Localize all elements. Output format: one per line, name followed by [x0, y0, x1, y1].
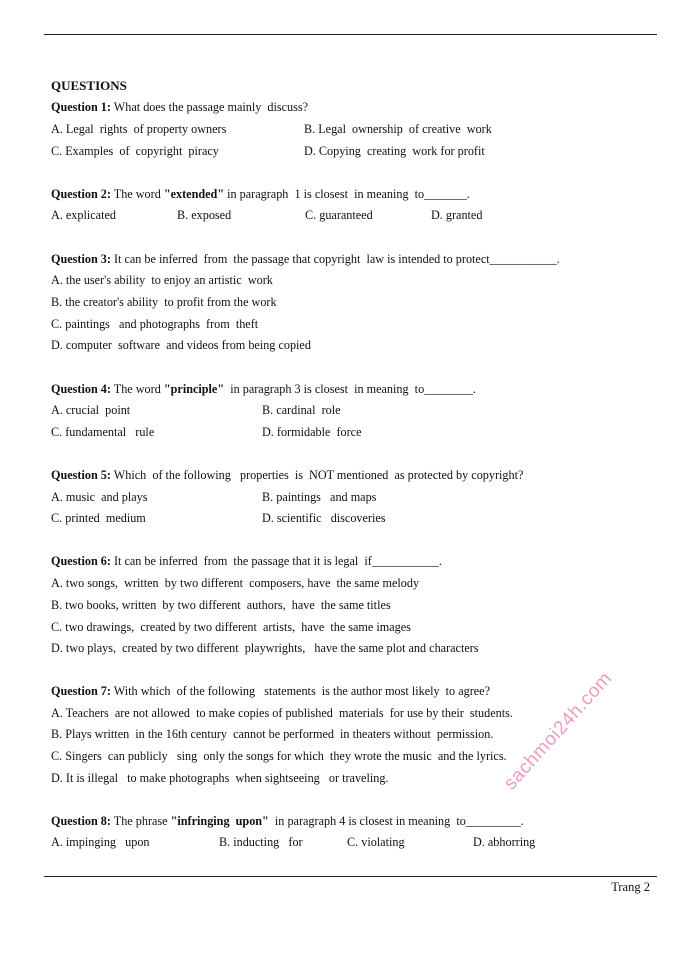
q7-option-c: C. Singers can publicly sing only the songs for which they wrote the music and the lyrics.	[51, 749, 507, 763]
question-2: Question 2: The word "extended" in paragraph 1 is closest in meaning to_______.	[51, 187, 470, 201]
q2-option-a: A. explicated	[51, 208, 116, 222]
footer-rule	[44, 876, 657, 877]
q6-option-a: A. two songs, written by two different composers, have the same melody	[51, 576, 420, 590]
q1-option-b: B. Legal ownership of creative work	[304, 122, 492, 136]
question-4-options-row-2	[51, 424, 651, 440]
question-1: Question 1: What does the passage mainly discuss?	[51, 100, 309, 114]
q5-option-c: C. printed medium	[51, 511, 146, 525]
header-rule	[44, 34, 657, 35]
q3-option-d: D. computer software and videos from being copied	[51, 338, 311, 352]
q6-option-b: B. two books, written by two different authors, have the same titles	[51, 598, 391, 612]
watermark: sachmoi24h.com	[500, 668, 617, 795]
q8-option-a: A. impinging upon	[51, 835, 150, 849]
q1-option-a: A. Legal rights of property owners	[51, 122, 227, 136]
q7-option-d: D. It is illegal to make photographs when sightseeing or traveling.	[51, 771, 389, 785]
q7-option-a: A. Teachers are not allowed to make copies of published materials for use by their students.	[51, 706, 513, 720]
q2-option-c: C. guaranteed	[305, 208, 373, 222]
q1-option-c: C. Examples of copyright piracy	[51, 144, 219, 158]
q5-option-b: B. paintings and maps	[262, 490, 377, 504]
q5-option-d: D. scientific discoveries	[262, 511, 386, 525]
question-1-options-row-2	[51, 143, 651, 159]
question-6: Question 6: It can be inferred from the passage that it is legal if___________.	[51, 554, 442, 568]
q3-option-c: C. paintings and photographs from theft	[51, 317, 259, 331]
q3-option-b: B. the creator's ability to profit from the work	[51, 295, 277, 309]
q7-option-b: B. Plays written in the 16th century cannot be performed in theaters without permission.	[51, 727, 494, 741]
q4-option-b: B. cardinal role	[262, 403, 341, 417]
question-5: Question 5: Which of the following properties is NOT mentioned as protected by copyright?	[51, 468, 524, 482]
q5-option-a: A. music and plays	[51, 490, 148, 504]
question-7: Question 7: With which of the following statements is the author most likely to agree?	[51, 684, 490, 698]
page-number: Trang 2	[611, 880, 650, 894]
question-2-options	[51, 207, 651, 223]
question-5-options-row-2	[51, 510, 651, 526]
question-5-options-row-1	[51, 489, 651, 505]
q3-option-a: A. the user's ability to enjoy an artistic work	[51, 273, 273, 287]
q1-option-d: D. Copying creating work for profit	[304, 144, 485, 158]
q4-option-a: A. crucial point	[51, 403, 131, 417]
question-4: Question 4: The word "principle" in paragraph 3 is closest in meaning to________.	[51, 382, 476, 396]
q8-option-d: D. abhorring	[473, 835, 536, 849]
q8-option-b: B. inducting for	[219, 835, 303, 849]
q6-option-c: C. two drawings, created by two different artists, have the same images	[51, 620, 411, 634]
question-3: Question 3: It can be inferred from the passage that copyright law is intended to protect___________.	[51, 252, 560, 266]
q4-option-c: C. fundamental rule	[51, 425, 155, 439]
question-8-options	[51, 834, 651, 850]
q8-option-c: C. violating	[347, 835, 405, 849]
question-4-options-row-1	[51, 402, 651, 418]
q2-option-d: D. granted	[431, 208, 483, 222]
section-heading: QUESTIONS	[51, 78, 127, 93]
question-1-options-row-1	[51, 121, 651, 137]
q4-option-d: D. formidable force	[262, 425, 362, 439]
q6-option-d: D. two plays, created by two different playwrights, have the same plot and characters	[51, 641, 479, 655]
q2-option-b: B. exposed	[177, 208, 232, 222]
question-8: Question 8: The phrase "infringing upon" in paragraph 4 is closest in meaning to_________.	[51, 814, 524, 828]
